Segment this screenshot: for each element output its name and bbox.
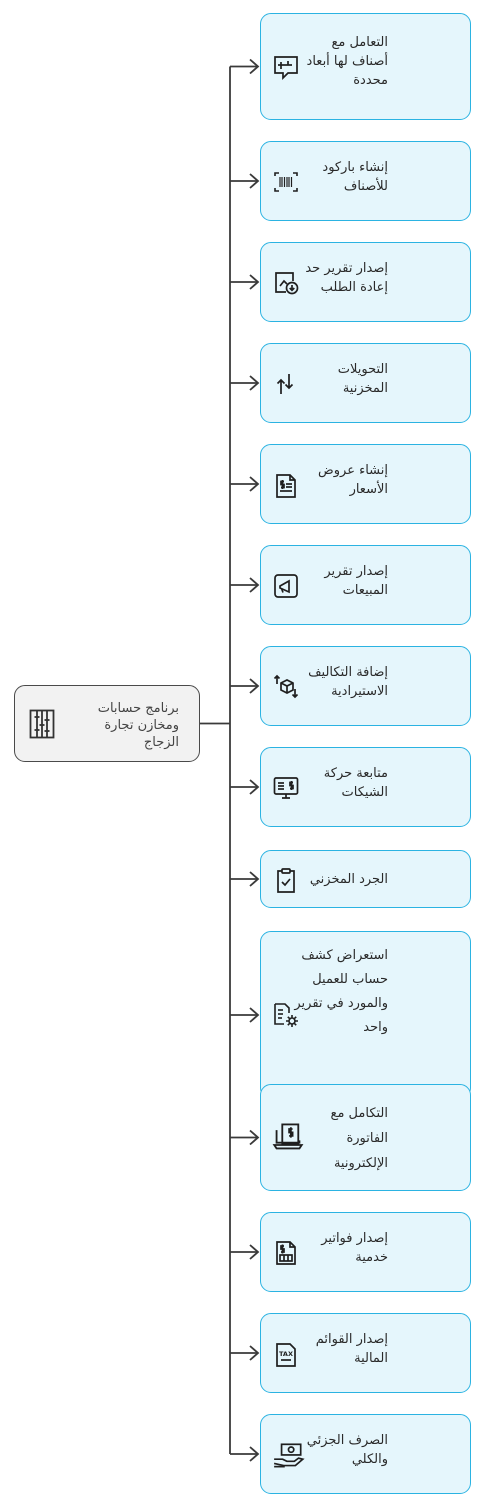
feature-node-cheques	[260, 747, 471, 827]
root-title-line: الزجاج	[143, 735, 179, 750]
feature-label	[258, 33, 388, 90]
feature-label	[258, 158, 388, 196]
feature-label-line: والكلي	[351, 1452, 388, 1467]
root-title	[63, 700, 179, 751]
feature-label	[258, 870, 388, 889]
feature-label	[258, 944, 388, 1040]
feature-label	[258, 562, 388, 600]
svg-text:TAX: TAX	[279, 1350, 293, 1358]
feature-node-price-quotes	[260, 444, 471, 524]
root-title-line: ومخازن تجارة	[104, 718, 179, 733]
feature-label-line: التكامل مع	[330, 1106, 388, 1121]
feature-label-line: الإلكترونية	[333, 1156, 388, 1171]
feature-label-line: استعراض كشف	[301, 948, 388, 963]
feature-label-line: إعادة الطلب	[320, 280, 388, 295]
feature-label-line: التعامل مع	[331, 35, 388, 50]
feature-label-line: للأصناف	[343, 179, 388, 194]
root-node	[14, 685, 200, 762]
feature-label-line: المبيعات	[342, 583, 388, 598]
abacus-icon	[29, 709, 55, 739]
feature-label-line: إصدار فواتير	[321, 1231, 388, 1246]
feature-label-line: حساب للعميل	[312, 972, 388, 987]
feature-label-line: واحد	[363, 1020, 388, 1035]
feature-label-line: الجرد المخزني	[309, 872, 388, 887]
feature-label-line: محددة	[353, 73, 388, 88]
feature-label-line: المخزنية	[342, 381, 388, 396]
feature-label	[258, 1101, 388, 1176]
feature-label-line: الصرف الجزئي	[306, 1433, 388, 1448]
feature-label-line: والمورد في تقرير	[294, 996, 388, 1011]
feature-label-line: إضافة التكاليف	[308, 665, 388, 680]
feature-node-disbursement	[260, 1414, 471, 1494]
feature-label	[258, 461, 388, 499]
root-title-line: برنامج حسابات	[97, 701, 179, 716]
feature-label-line: الفاتورة	[346, 1131, 388, 1146]
feature-label	[258, 1229, 388, 1267]
feature-node-e-invoice	[260, 1084, 471, 1191]
feature-label-line: أصناف لها أبعاد	[306, 54, 388, 69]
feature-label-line: إنشاء عروض	[318, 463, 388, 478]
feature-label-line: متابعة حركة	[323, 766, 388, 781]
feature-label	[258, 259, 388, 297]
feature-node-import-costs	[260, 646, 471, 726]
feature-node-account-statement	[260, 931, 471, 1099]
feature-label-line: التحويلات	[337, 362, 388, 377]
feature-node-reorder-report	[260, 242, 471, 322]
feature-node-transfers	[260, 343, 471, 423]
feature-label	[258, 764, 388, 802]
feature-label-line: إصدار القوائم	[315, 1332, 388, 1347]
feature-label-line: إصدار تقرير حد	[305, 261, 388, 276]
feature-label-line: إنشاء باركود	[322, 160, 388, 175]
feature-label	[258, 663, 388, 701]
feature-label	[258, 1431, 388, 1469]
feature-node-dimensions	[260, 13, 471, 120]
feature-label-line: المالية	[354, 1351, 388, 1366]
feature-node-service-invoices	[260, 1212, 471, 1292]
feature-node-barcode	[260, 141, 471, 221]
feature-label-line: الاستيرادية	[331, 684, 388, 699]
feature-label-line: الأسعار	[349, 482, 388, 497]
feature-node-inventory-count	[260, 850, 471, 908]
feature-node-financial-statements	[260, 1313, 471, 1393]
feature-label	[258, 360, 388, 398]
feature-label	[258, 1330, 388, 1368]
feature-node-sales-report	[260, 545, 471, 625]
feature-label-line: خدمية	[355, 1250, 388, 1265]
feature-label-line: الشيكات	[341, 785, 388, 800]
feature-label-line: إصدار تقرير	[324, 564, 388, 579]
